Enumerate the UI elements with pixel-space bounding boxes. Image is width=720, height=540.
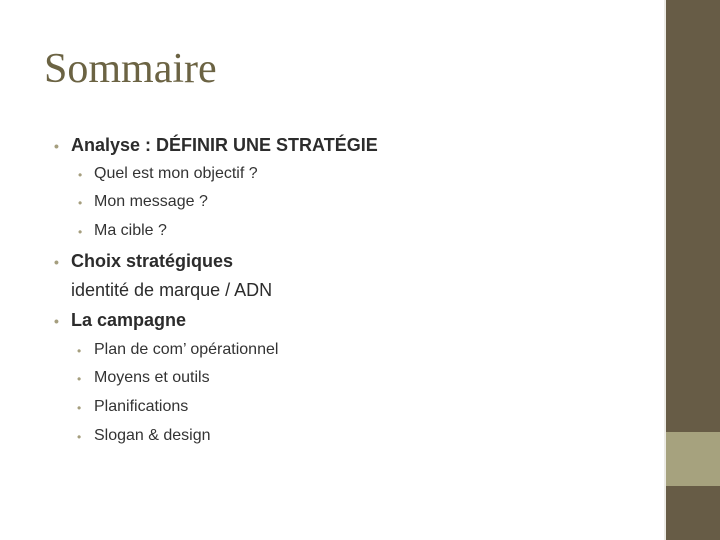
bullet-icon: •: [78, 225, 83, 239]
list-item-label: Quel est mon objectif ?: [94, 165, 258, 182]
list-item-label: Moyens et outils: [94, 369, 210, 386]
bullet-icon: •: [77, 344, 82, 358]
sidebar-accent-block: [666, 432, 720, 486]
list-item-label: Planifications: [94, 398, 189, 415]
list-item-label: Mon message ?: [94, 193, 208, 210]
list-item-label: Plan de com’ opérationnel: [94, 341, 279, 358]
bullet-icon: •: [77, 430, 82, 444]
list-item-label: Slogan & design: [94, 427, 211, 444]
list-item-subline: identité de marque / ADN: [71, 280, 273, 300]
bullet-icon: •: [54, 313, 59, 329]
bullet-icon: •: [77, 401, 82, 415]
bullet-icon: •: [77, 372, 82, 386]
bullet-icon: •: [78, 168, 83, 182]
list-item-label: La campagne: [71, 310, 187, 330]
list-item-label: Analyse : DÉFINIR UNE STRATÉGIE: [71, 135, 378, 155]
list-item-label: Ma cible ?: [94, 222, 167, 239]
bullet-icon: •: [54, 138, 59, 154]
bullet-icon: •: [78, 196, 83, 210]
bullet-icon: •: [54, 254, 59, 270]
slide-title: Sommaire: [44, 46, 217, 92]
list-item-label: Choix stratégiques: [71, 251, 234, 271]
